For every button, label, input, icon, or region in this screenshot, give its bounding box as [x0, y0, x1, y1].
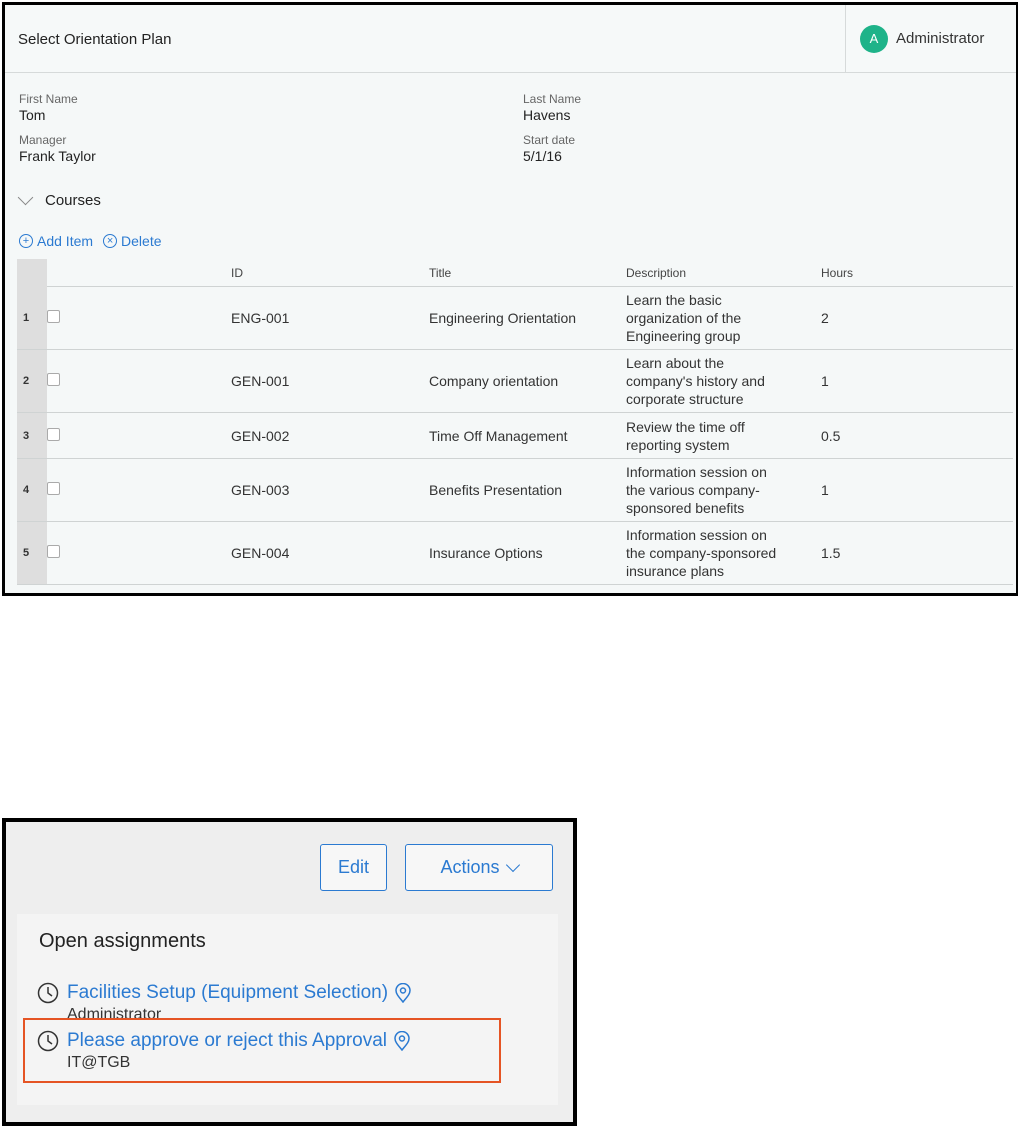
- description-line: sponsored benefits: [626, 500, 745, 516]
- start-date-label: Start date: [523, 133, 576, 147]
- course-title: Insurance Options: [429, 522, 626, 585]
- manager-value: Frank Taylor: [19, 148, 96, 164]
- course-description: [626, 522, 821, 585]
- row-checkbox[interactable]: [47, 482, 60, 495]
- highlight-box: [23, 1018, 501, 1083]
- row-number-header: [17, 259, 47, 287]
- course-description: [626, 350, 821, 413]
- delete-label: Delete: [121, 233, 162, 249]
- course-description: [626, 287, 821, 350]
- edit-button[interactable]: [320, 844, 387, 891]
- last-name-field: [523, 92, 581, 125]
- row-number: 5: [17, 522, 47, 585]
- assignment-assignee: Administrator: [67, 1006, 162, 1023]
- course-id: GEN-001: [231, 350, 429, 413]
- orientation-plan-panel: [2, 2, 1018, 596]
- courses-section-toggle[interactable]: [20, 192, 101, 209]
- last-name-label: Last Name: [523, 92, 582, 106]
- table-row[interactable]: [17, 522, 1013, 585]
- first-name-label: First Name: [19, 92, 78, 106]
- row-checkbox[interactable]: [47, 373, 60, 386]
- course-title: Engineering Orientation: [429, 287, 626, 350]
- assignment-assignee: IT@TGB: [67, 1054, 131, 1071]
- manager-label: Manager: [19, 133, 67, 147]
- delete-button[interactable]: [103, 233, 161, 249]
- row-number: 2: [17, 350, 47, 413]
- description-line: reporting system: [626, 436, 730, 453]
- employee-fields: [5, 73, 1016, 173]
- case-actions-panel: [2, 818, 577, 1126]
- description-line: the various company-: [626, 482, 760, 498]
- row-select-cell: [47, 413, 231, 459]
- description-line: Information session on: [626, 527, 767, 543]
- course-hours: 1: [821, 350, 1013, 413]
- last-name-value: Havens: [523, 107, 571, 123]
- row-number: 3: [17, 413, 47, 459]
- actions-button[interactable]: [405, 844, 553, 891]
- table-row[interactable]: [17, 413, 1013, 459]
- description-line: Information session on: [626, 464, 767, 480]
- first-name-value: Tom: [19, 107, 46, 123]
- add-item-button[interactable]: [19, 233, 93, 249]
- description-line: Learn the basic: [626, 292, 722, 308]
- course-title: Company orientation: [429, 350, 626, 413]
- open-assignments-title: Open assignments: [39, 930, 206, 952]
- user-name: Administrator: [896, 30, 985, 47]
- avatar: A: [860, 25, 888, 53]
- description-line: Review the time off: [626, 418, 745, 435]
- first-name-field: [19, 92, 78, 125]
- row-select-cell: [47, 350, 231, 413]
- column-header-title[interactable]: Title: [429, 259, 626, 287]
- description-line: insurance plans: [626, 563, 725, 579]
- panel-header: [5, 5, 1016, 73]
- manager-field: [19, 133, 96, 166]
- description-line: company's history and: [626, 373, 765, 389]
- course-hours: 2: [821, 287, 1013, 350]
- course-title: Time Off Management: [429, 413, 626, 459]
- start-date-value: 5/1/16: [523, 148, 562, 164]
- assignment-link[interactable]: Facilities Setup (Equipment Selection): [67, 982, 389, 1003]
- row-checkbox[interactable]: [47, 428, 60, 441]
- assignment-link[interactable]: Please approve or reject this Approval: [67, 1030, 388, 1051]
- row-select-cell: [47, 522, 231, 585]
- table-row[interactable]: [17, 459, 1013, 522]
- row-checkbox[interactable]: [47, 545, 60, 558]
- chevron-down-icon: [18, 190, 34, 206]
- courses-table: [17, 259, 1013, 585]
- column-header-description[interactable]: Description: [626, 259, 821, 287]
- add-item-label: Add Item: [37, 233, 94, 249]
- actions-label: Actions: [440, 857, 500, 877]
- description-line: organization of the: [626, 310, 742, 326]
- row-select-cell: [47, 287, 231, 350]
- course-id: ENG-001: [231, 287, 429, 350]
- user-menu[interactable]: [845, 5, 1016, 72]
- description-line: corporate structure: [626, 391, 744, 407]
- description-line: the company-sponsored: [626, 545, 777, 561]
- course-hours: 0.5: [821, 413, 1013, 459]
- location-pin-icon[interactable]: [394, 983, 412, 1003]
- course-description: [626, 413, 821, 459]
- description-line: Learn about the: [626, 355, 725, 371]
- column-header-hours[interactable]: Hours: [821, 259, 1013, 287]
- course-id: GEN-004: [231, 522, 429, 585]
- course-id: GEN-003: [231, 459, 429, 522]
- section-title: Courses: [45, 192, 101, 209]
- row-checkbox[interactable]: [47, 310, 60, 323]
- grid-toolbar: [19, 233, 172, 249]
- table-row[interactable]: [17, 287, 1013, 350]
- course-hours: 1: [821, 459, 1013, 522]
- select-header: [47, 259, 231, 287]
- close-circle-icon: ×: [103, 234, 117, 248]
- edit-label: Edit: [337, 857, 370, 877]
- course-id: GEN-002: [231, 413, 429, 459]
- table-header-row: [17, 259, 1013, 287]
- row-select-cell: [47, 459, 231, 522]
- course-title: Benefits Presentation: [429, 459, 626, 522]
- plus-circle-icon: +: [19, 234, 33, 248]
- row-number: 1: [17, 287, 47, 350]
- table-row[interactable]: [17, 350, 1013, 413]
- description-line: Engineering group: [626, 328, 741, 344]
- course-description: [626, 459, 821, 522]
- clock-icon: [37, 982, 59, 1004]
- start-date-field: [523, 133, 575, 166]
- course-hours: 1.5: [821, 522, 1013, 585]
- page-title: Select Orientation Plan: [18, 31, 172, 48]
- column-header-id[interactable]: ID: [231, 259, 429, 287]
- chevron-down-icon: [505, 857, 519, 871]
- row-number: 4: [17, 459, 47, 522]
